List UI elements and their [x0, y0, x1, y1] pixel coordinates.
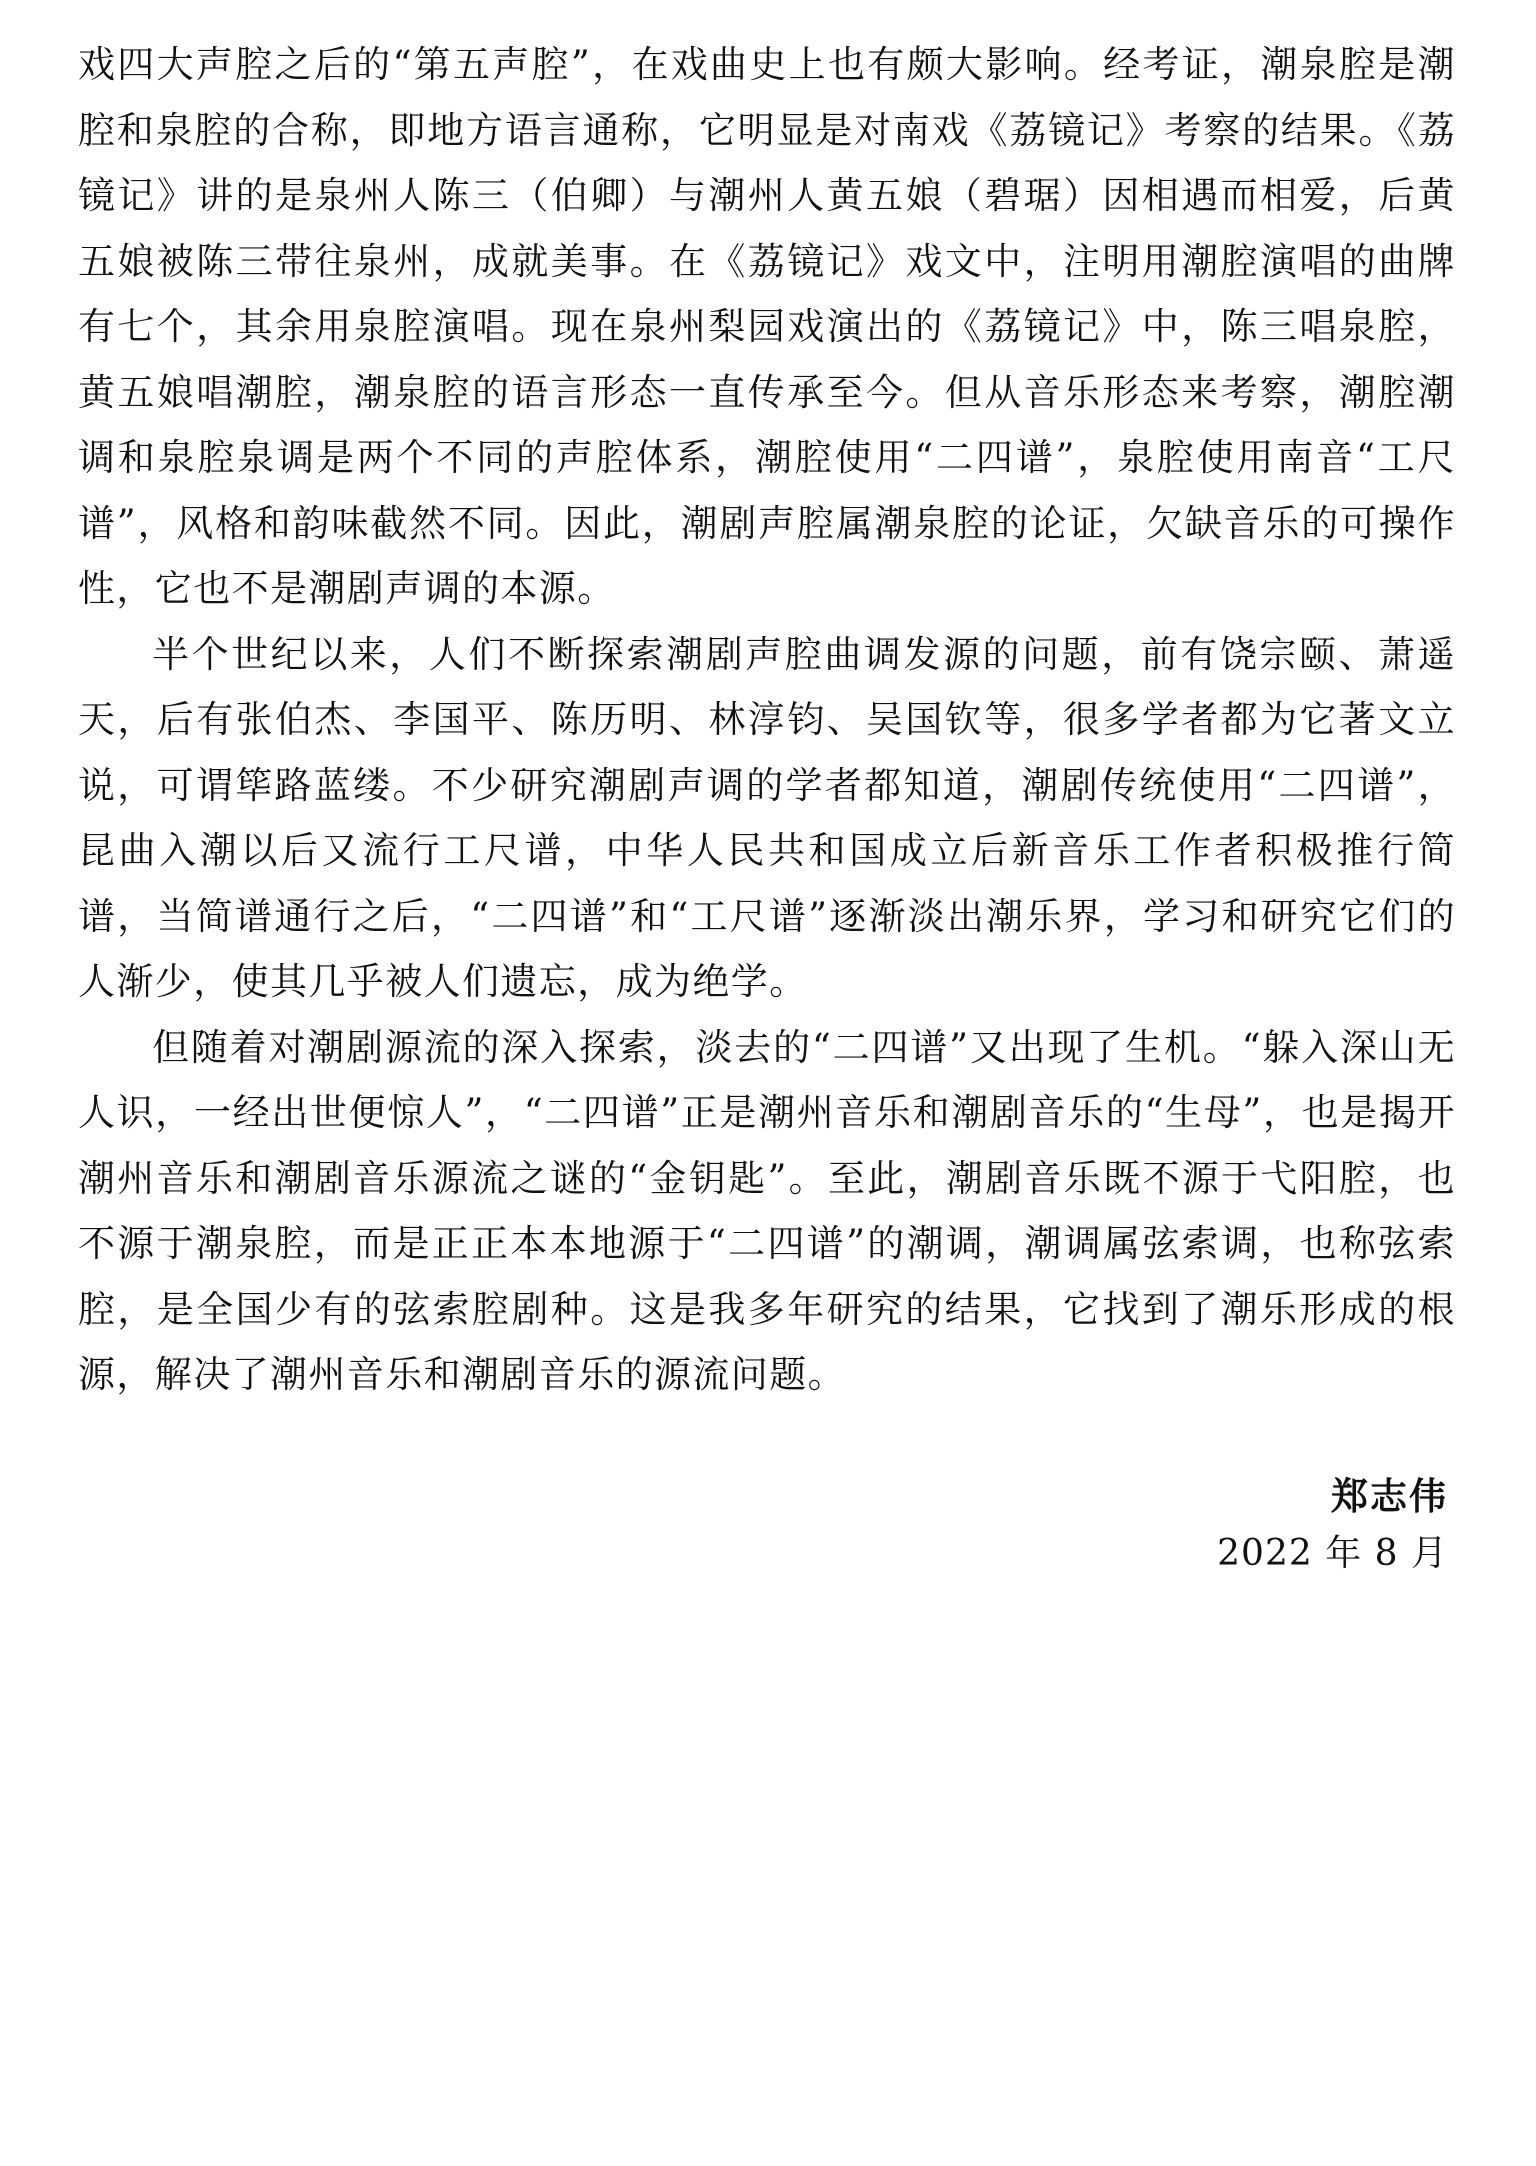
author-name: 郑志伟 [1331, 1474, 1448, 1518]
paragraph: 半个世纪以来，人们不断探索潮剧声腔曲调发源的问题，前有饶宗颐、萧遥天，后有张伯杰、李国平、陈历明、林淳钧、吴国钦等，很多学者都为它著文立说，可谓筚路蓝缕。不少研究潮剧声调的学者都知道，潮剧传统使用“二四谱”，昆曲入潮以后又流行工尺谱，中华人民共和国成立后新音乐工作者积极推行简谱，当简谱通行之后，“二四谱”和“工尺谱”逐渐淡出潮乐界，学习和研究它们的人渐少，使其几乎被人们遗忘，成为绝学。 [78, 632, 1456, 1003]
signature-date: 2022 年 8 月 [1217, 1533, 1448, 1574]
paragraph: 但随着对潮剧源流的深入探索，淡去的“二四谱”又出现了生机。“躲入深山无人识，一经出世便惊人”，“二四谱”正是潮州音乐和潮剧音乐的“生母”，也是揭开潮州音乐和潮剧音乐源流之谜的“金钥匙”。至此，潮剧音乐既不源于弋阳腔，也不源于潮泉腔，而是正正本本地源于“二四谱”的潮调，潮调属弦索调，也称弦索腔，是全国少有的弦索腔剧种。这是我多年研究的结果，它找到了潮乐形成的根源，解决了潮州音乐和潮剧音乐的源流问题。 [78, 1025, 1456, 1396]
paragraph-continued: 戏四大声腔之后的“第五声腔”，在戏曲史上也有颇大影响。经考证，潮泉腔是潮腔和泉腔的合称，即地方语言通称，它明显是对南戏《荔镜记》考察的结果。《荔镜记》讲的是泉州人陈三（伯卿）与潮州人黄五娘（碧琚）因相遇而相爱，后黄五娘被陈三带往泉州，成就美事。在《荔镜记》戏文中，注明用潮腔演唱的曲牌有七个，其余用泉腔演唱。现在泉州梨园戏演出的《荔镜记》中，陈三唱泉腔，黄五娘唱潮腔，潮泉腔的语言形态一直传承至今。但从音乐形态来考察，潮腔潮调和泉腔泉调是两个不同的声腔体系，潮腔使用“二四谱”，泉腔使用南音“工尺谱”，风格和韵味截然不同。因此，潮剧声腔属潮泉腔的论证，欠缺音乐的可操作性，它也不是潮剧声调的本源。 [78, 43, 1456, 610]
body-text [78, 32, 1456, 1408]
signature-block [1217, 1466, 1448, 1582]
